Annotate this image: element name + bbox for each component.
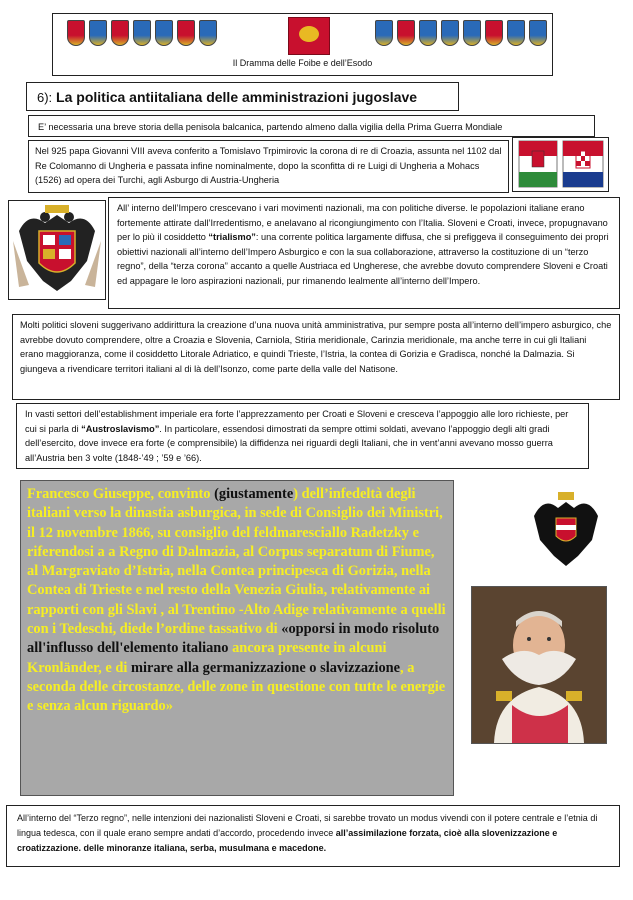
austroslavism-text-before: In vasti settori dell’establishment imperiale era forte l’apprezzamento per Croati e Sloveni e cresceva l’appoggio alle loro richieste, per cui si parla di (25, 409, 569, 434)
coat-of-arms-icon (133, 20, 151, 46)
header-banner (52, 13, 553, 76)
quote-part-4: , a seconda delle circostanze, delle zone in questione con tutte le energie e senza alcun riguardo» (27, 659, 446, 715)
coat-of-arms-icon (397, 20, 415, 46)
austroslavism-paragraph-box (16, 403, 589, 469)
pope-paragraph-box (28, 140, 509, 193)
page-subtitle: Il Dramma delle Foibe e dell’Esodo (232, 58, 373, 68)
franz-joseph-portrait (471, 586, 607, 744)
venetian-flag (288, 17, 330, 55)
coat-of-arms-icon (67, 20, 85, 46)
slovene-paragraph-box (12, 314, 620, 400)
section-number: 6): (37, 90, 53, 105)
quote-highlight-1: (giustamente (214, 486, 294, 502)
coat-of-arms-icon (155, 20, 173, 46)
coat-of-arms-icon (111, 20, 129, 46)
intro-text: E’ necessaria una breve storia della penisola balcanica, partendo almeno dalla vigilia della Prima Guerra Mondiale (38, 122, 503, 132)
left-crests (67, 20, 217, 58)
trialism-paragraph-box (108, 197, 620, 309)
trialism-text-before: All’ interno dell’Impero crescevano i vari movimenti nazionali, ma con politiche diverse. le popolazioni italiane erano fortemente attirate dall’Irredentismo, e anelavano al ricongiungimento con l’Italia. Sloveni e Croati, invece, propugnavano per lo più il cosiddetto (117, 203, 608, 242)
coat-of-arms-icon (507, 20, 525, 46)
austroslavism-term: “Austroslavismo” (81, 423, 160, 434)
section-title-text: La politica antiitaliana delle amministrazioni jugoslave (52, 89, 418, 105)
quote-part-1: Francesco Giuseppe, convinto (27, 486, 215, 502)
lion-emblem-icon (299, 26, 319, 42)
section-title-box (26, 82, 459, 111)
quote-part-2: ) dell’infedeltà degli italiani verso la dinastia asburgica, in sede di Consiglio dei Ministri, il 12 novembre 1866, su consiglio del feldmaresciallo Radetzky e riferendosi a a Regno di Dalmazia, al Corpus separatum di Fiume, al Margraviato d’Istria, nella Contea principesca di Gorizia, nella Contea di Trieste e nel resto della Venezia Giulia, relativamente ai rapporti con gli Slavi , al Trentino -Alto Adige relativamente a quelli con i Tedeschi, diede l’ordine tassativo di (27, 486, 446, 638)
quote-highlight-2: «opporsi in modo risoluto all'influsso dell'elemento italiano (27, 621, 440, 657)
intro-box (28, 115, 595, 137)
emperor-portrait-icon (472, 587, 606, 743)
quote-highlight-3: mirare alla germanizzazione o slavizzazione (130, 659, 401, 676)
coat-of-arms-icon (463, 20, 481, 46)
slovene-paragraph: Molti politici sloveni suggerivano addirittura la creazione d’una nuova unità amministrativa, pur sempre posta all’interno dell’impero asburgico, che avrebbe dovuto comprendere, oltre a Croazia e Slovenia, Carniola, Stiria meridionale, Carinzia meridionale, ma anche terre in cui gli Italiani erano maggioranza, come il cosiddetto Litorale Adriatico, e quindi Trieste, l’Istria, la contea di Gorizia e Gradisca, nonché la Dalmazia. Si giungeva a rivendicare territori italiani al di là dell’Isonzo, come parte della valle del Natisone. (20, 320, 612, 374)
imperial-eagle-icon (530, 490, 602, 570)
trialism-term: “trialismo” (208, 232, 256, 242)
coat-of-arms-icon (177, 20, 195, 46)
coat-of-arms-icon (199, 20, 217, 46)
quote-part-3: ancora presente in alcuni Kronländer, e di (27, 640, 387, 676)
habsburg-eagle-image (8, 200, 106, 300)
austroslavism-paragraph (25, 407, 580, 465)
franz-joseph-quote (20, 480, 454, 796)
coat-of-arms-icon (419, 20, 437, 46)
terzo-regno-bold-text: all’assimilazione forzata, cioè alla slovenizzazione e croatizzazione. delle minoranze italiana, serba, musulmana e macedone. (17, 828, 558, 853)
coat-of-arms-icon (89, 20, 107, 46)
coat-of-arms-icon (485, 20, 503, 46)
coat-of-arms-icon (375, 20, 393, 46)
trialism-text-after: : una corrente politica largamente diffusa, che si prefiggeva il conseguimento dei propri obiettivi nazionali all’interno dell’Impero Asburgico e con la sua collaborazione, attraverso la costituzione di un “terzo regno”, della “terza corona” accanto a quelle Austriaca ed Ungherese, che avrebbe dovuto comprendere Sloveni e Croati ed appagare le loro aspirazioni nazionali, pur rimanendo lealmente all’interno dell’Impero. (117, 232, 609, 286)
terzo-regno-text: All’interno del “Terzo regno”, nelle intenzioni dei nazionalisti Sloveni e Croati, si sarebbe trovato un modus vivendi con il potere centrale e l’etnia di lingua tedesca, con il quale erano sempre andati d’accordo, procedendo invece (17, 813, 598, 838)
austrian-eagle-image (530, 490, 602, 570)
trialism-paragraph (117, 201, 611, 288)
hungary-croatia-flags-icon (513, 138, 608, 191)
right-crests (375, 20, 547, 58)
terzo-regno-paragraph (17, 811, 609, 856)
coat-of-arms-icon (529, 20, 547, 46)
flags-image (512, 137, 609, 192)
terzo-regno-paragraph-box (6, 805, 620, 867)
coat-of-arms-icon (441, 20, 459, 46)
double-headed-eagle-icon (9, 201, 105, 299)
pope-paragraph: Nel 925 papa Giovanni VIII aveva conferito a Tomislavo Trpimirovic la corona di re di Croazia, assunta nel 1102 dal Re Colomanno di Ungheria e passata infine nominalmente, dopo la sconfitta di re Luigi di Ungheria a Mohacs (1526) ad opera dei Turchi, agli Asburgo di Austria-Ungheria (35, 146, 502, 185)
austroslavism-text-after: . In particolare, essendosi dimostrati da sempre ottimi soldati, avevano l’appoggio degli alti gradi dell’esercito, dove invece era forte (e comprensibile) la diffidenza nei riguardi degli Italiani, che in vent’anni avevano mosso guerra all’Austria ben 3 volte (1848-’49 ; ’59 e ’66). (25, 423, 553, 463)
section-title (37, 89, 417, 105)
